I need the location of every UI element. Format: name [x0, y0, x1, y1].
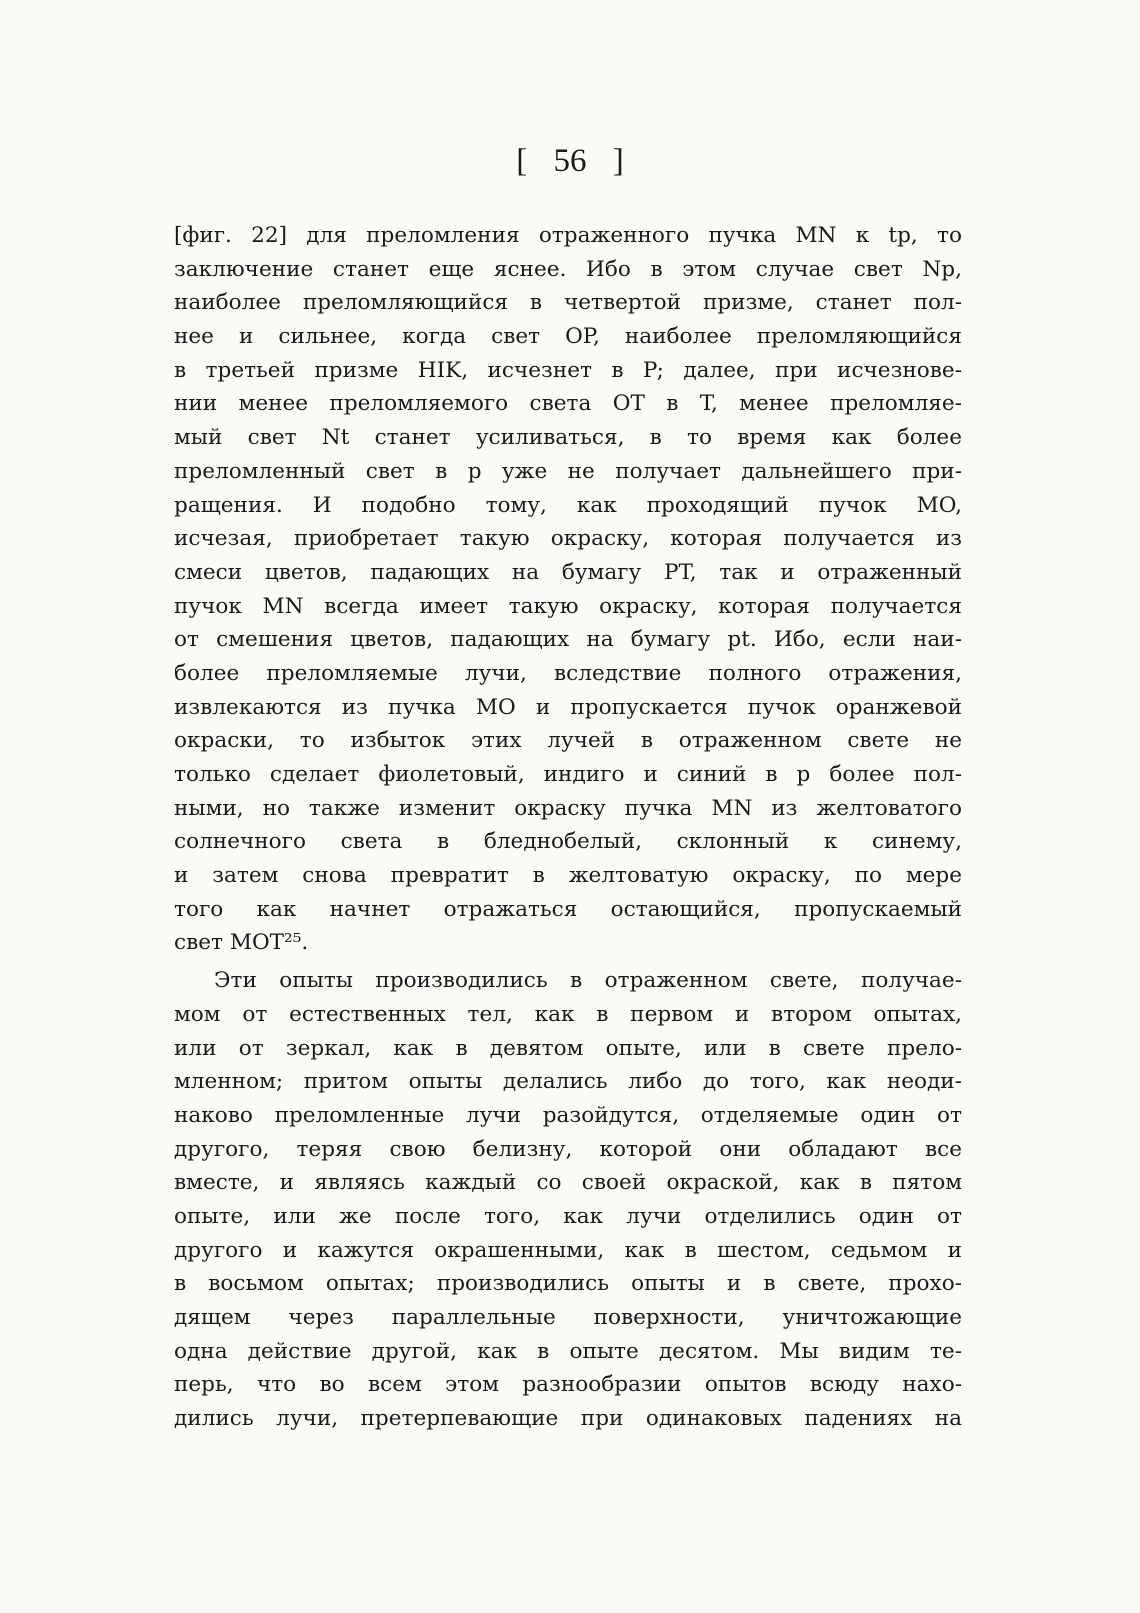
- text-line: окраски, то избыток этих лучей в отраженном свете не: [174, 728, 962, 754]
- page-number: 56: [553, 143, 587, 179]
- text-line: извлекаются из пучка MO и пропускается пучок оранжевой: [174, 694, 962, 720]
- text-line: нии менее преломляемого света OT в T, менее преломляе-: [174, 391, 962, 417]
- paragraph-2: [174, 964, 962, 1436]
- text-line: вместе, и являясь каждый со своей окраской, как в пятом: [174, 1170, 962, 1196]
- bracket-open: [: [516, 143, 528, 179]
- text-line: нее и сильнее, когда свет OP, наиболее преломляющийся: [174, 324, 962, 350]
- text-line: только сделает фиолетовый, индиго и синий в p более пол-: [174, 762, 962, 787]
- page-number-header: [0, 143, 1140, 180]
- text-line: пучок MN всегда имеет такую окраску, которая получается: [174, 593, 962, 619]
- text-line: перь, что во всем этом разнообразии опытов всюду нахо-: [174, 1372, 962, 1398]
- text-line: ращения. И подобно тому, как проходящий пучок MO,: [174, 492, 962, 518]
- text-line: наиболее преломляющийся в четвертой призме, станет пол-: [174, 290, 962, 316]
- text-line: исчезая, приобретает такую окраску, которая получается из: [174, 526, 962, 552]
- text-line: другого и кажутся окрашенными, как в шестом, седьмом и: [174, 1237, 962, 1263]
- text-line: преломленный свет в p уже не получает дальнейшего при-: [174, 458, 962, 484]
- text-line: дились лучи, претерпевающие при одинаковых падениях на: [174, 1406, 962, 1432]
- text-line: мый свет Nt станет усиливаться, в то время как более: [174, 425, 962, 451]
- text-line: мленном; притом опыты делались либо до того, как неоди-: [174, 1069, 962, 1095]
- text-line: Эти опыты производились в отраженном свете, получае-: [214, 968, 962, 994]
- paragraph-1: [174, 219, 962, 960]
- bracket-close: ]: [612, 143, 624, 179]
- text-line: опыте, или же после того, как лучи отделились один от: [174, 1203, 962, 1229]
- text-line: солнечного света в бледнобелый, склонный к синему,: [174, 829, 962, 855]
- text-line: наково преломленные лучи разойдутся, отделяемые один от: [174, 1102, 962, 1128]
- text-line: мом от естественных тел, как в первом и втором опытах,: [174, 1001, 962, 1027]
- text-line: смеси цветов, падающих на бумагу PT, так и отраженный: [174, 559, 962, 585]
- text-line: от смешения цветов, падающих на бумагу pt. Ибо, если наи-: [174, 627, 962, 653]
- text-line: или от зеркал, как в девятом опыте, или в свете прело-: [174, 1035, 962, 1061]
- text-line: в третьей призме HIK, исчезнет в P; далее, при исчезнове-: [174, 357, 962, 383]
- text-line: свет MOT²⁵.: [174, 930, 309, 956]
- text-line: другого, теряя свою белизну, которой они обладают все: [174, 1136, 962, 1162]
- text-line: в восьмом опытах; производились опыты и в свете, прохо-: [174, 1271, 962, 1297]
- text-line: того как начнет отражаться остающийся, пропускаемый: [174, 896, 962, 922]
- text-line: одна действие другой, как в опыте десятом. Мы видим те-: [174, 1338, 962, 1364]
- text-line: ными, но также изменит окраску пучка MN из желтоватого: [174, 795, 962, 821]
- text-line: дящем через параллельные поверхности, уничтожающие: [174, 1305, 962, 1330]
- text-line: и затем снова превратит в желтоватую окраску, по мере: [174, 863, 962, 889]
- text-line: [фиг. 22] для преломления отраженного пучка MN к tp, то: [174, 223, 962, 248]
- text-line: заключение станет еще яснее. Ибо в этом случае свет Np,: [174, 256, 962, 282]
- text-line: более преломляемые лучи, вследствие полного отражения,: [174, 660, 962, 686]
- body-text: [174, 219, 962, 1436]
